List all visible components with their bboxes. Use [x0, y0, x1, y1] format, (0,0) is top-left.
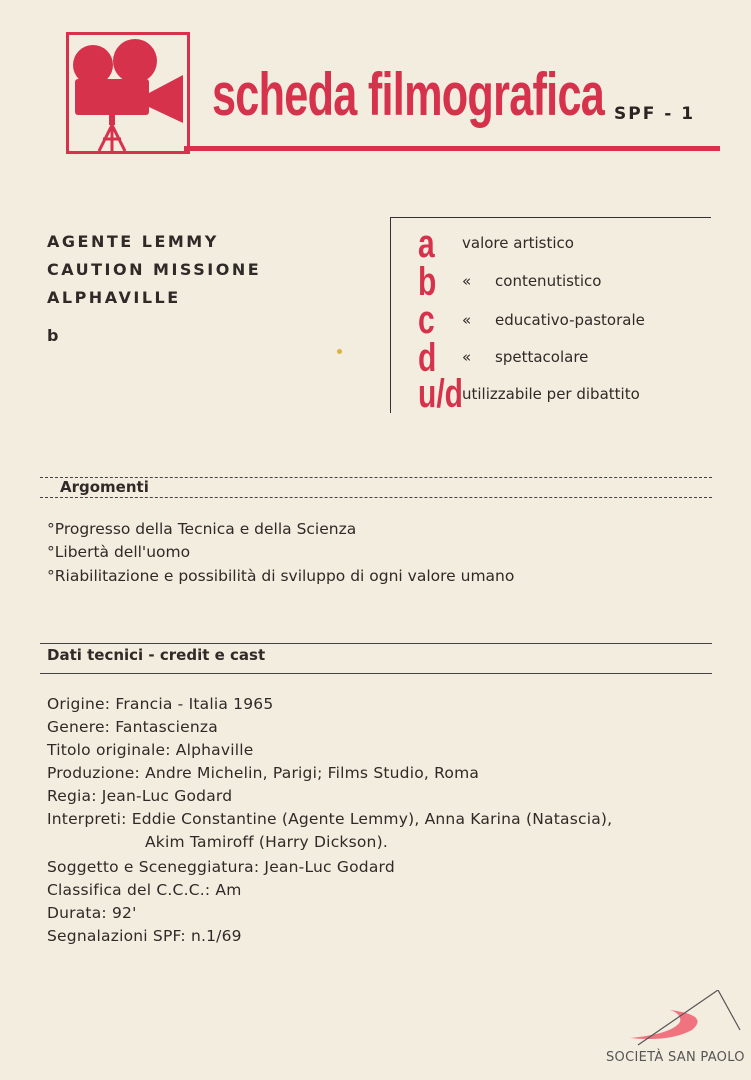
rating-label-b: « contenutistico	[462, 272, 602, 290]
dati-row: Classifica del C.C.C.: Am	[47, 881, 242, 899]
dati-row: Soggetto e Sceneggiatura: Jean-Luc Godard	[47, 858, 395, 876]
dati-row: Akim Tamiroff (Harry Dickson).	[145, 833, 388, 851]
film-title-3: ALPHAVILLE	[47, 288, 181, 307]
dati-row: Regia: Jean-Luc Godard	[47, 787, 233, 805]
dati-row: Durata: 92'	[47, 904, 137, 922]
rating-letter-d: d	[418, 336, 437, 380]
divider	[40, 673, 712, 674]
divider	[40, 497, 712, 498]
publisher-name: SOCIETÀ SAN PAOLO	[606, 1050, 745, 1065]
publisher-logo-icon	[630, 990, 745, 1050]
divider	[40, 643, 712, 644]
rating-label-c: « educativo-pastorale	[462, 311, 645, 329]
document-title: scheda filmografica	[212, 61, 605, 128]
rating-letter-ud: u/d	[418, 372, 463, 416]
logo-box	[66, 32, 190, 154]
rating-dot	[337, 349, 342, 354]
dati-row: Genere: Fantascienza	[47, 718, 218, 736]
rating-letter-b: b	[418, 260, 437, 304]
sheet-code: SPF - 1	[614, 104, 696, 124]
argomento-item: °Libertà dell'uomo	[47, 543, 191, 561]
argomenti-heading: Argomenti	[60, 478, 149, 496]
rating-label-d: « spettacolare	[462, 348, 589, 366]
dati-row: Titolo originale: Alphaville	[47, 741, 254, 759]
rating-letter-c: c	[418, 298, 435, 342]
dati-row: Produzione: Andre Michelin, Parigi; Films Studio, Roma	[47, 764, 480, 782]
rating-label-a: valore artistico	[462, 234, 574, 252]
argomento-item: °Progresso della Tecnica e della Scienza	[47, 520, 357, 538]
dati-row: Origine: Francia - Italia 1965	[47, 695, 274, 713]
dati-heading: Dati tecnici - credit e cast	[47, 646, 266, 664]
argomento-item: °Riabilitazione e possibilità di sviluppo di ogni valore umano	[47, 567, 515, 585]
dati-row: Interpreti: Eddie Constantine (Agente Lemmy), Anna Karina (Natascia),	[47, 810, 613, 828]
dati-row: Segnalazioni SPF: n.1/69	[47, 927, 242, 945]
rating-label-ud: utilizzabile per dibattito	[462, 385, 640, 403]
film-camera-icon	[69, 35, 187, 151]
film-rating: b	[47, 326, 59, 345]
film-title-2: CAUTION MISSIONE	[47, 260, 262, 279]
film-title-1: AGENTE LEMMY	[47, 232, 219, 251]
rating-letter-a: a	[418, 222, 435, 266]
header-rule	[184, 146, 720, 151]
